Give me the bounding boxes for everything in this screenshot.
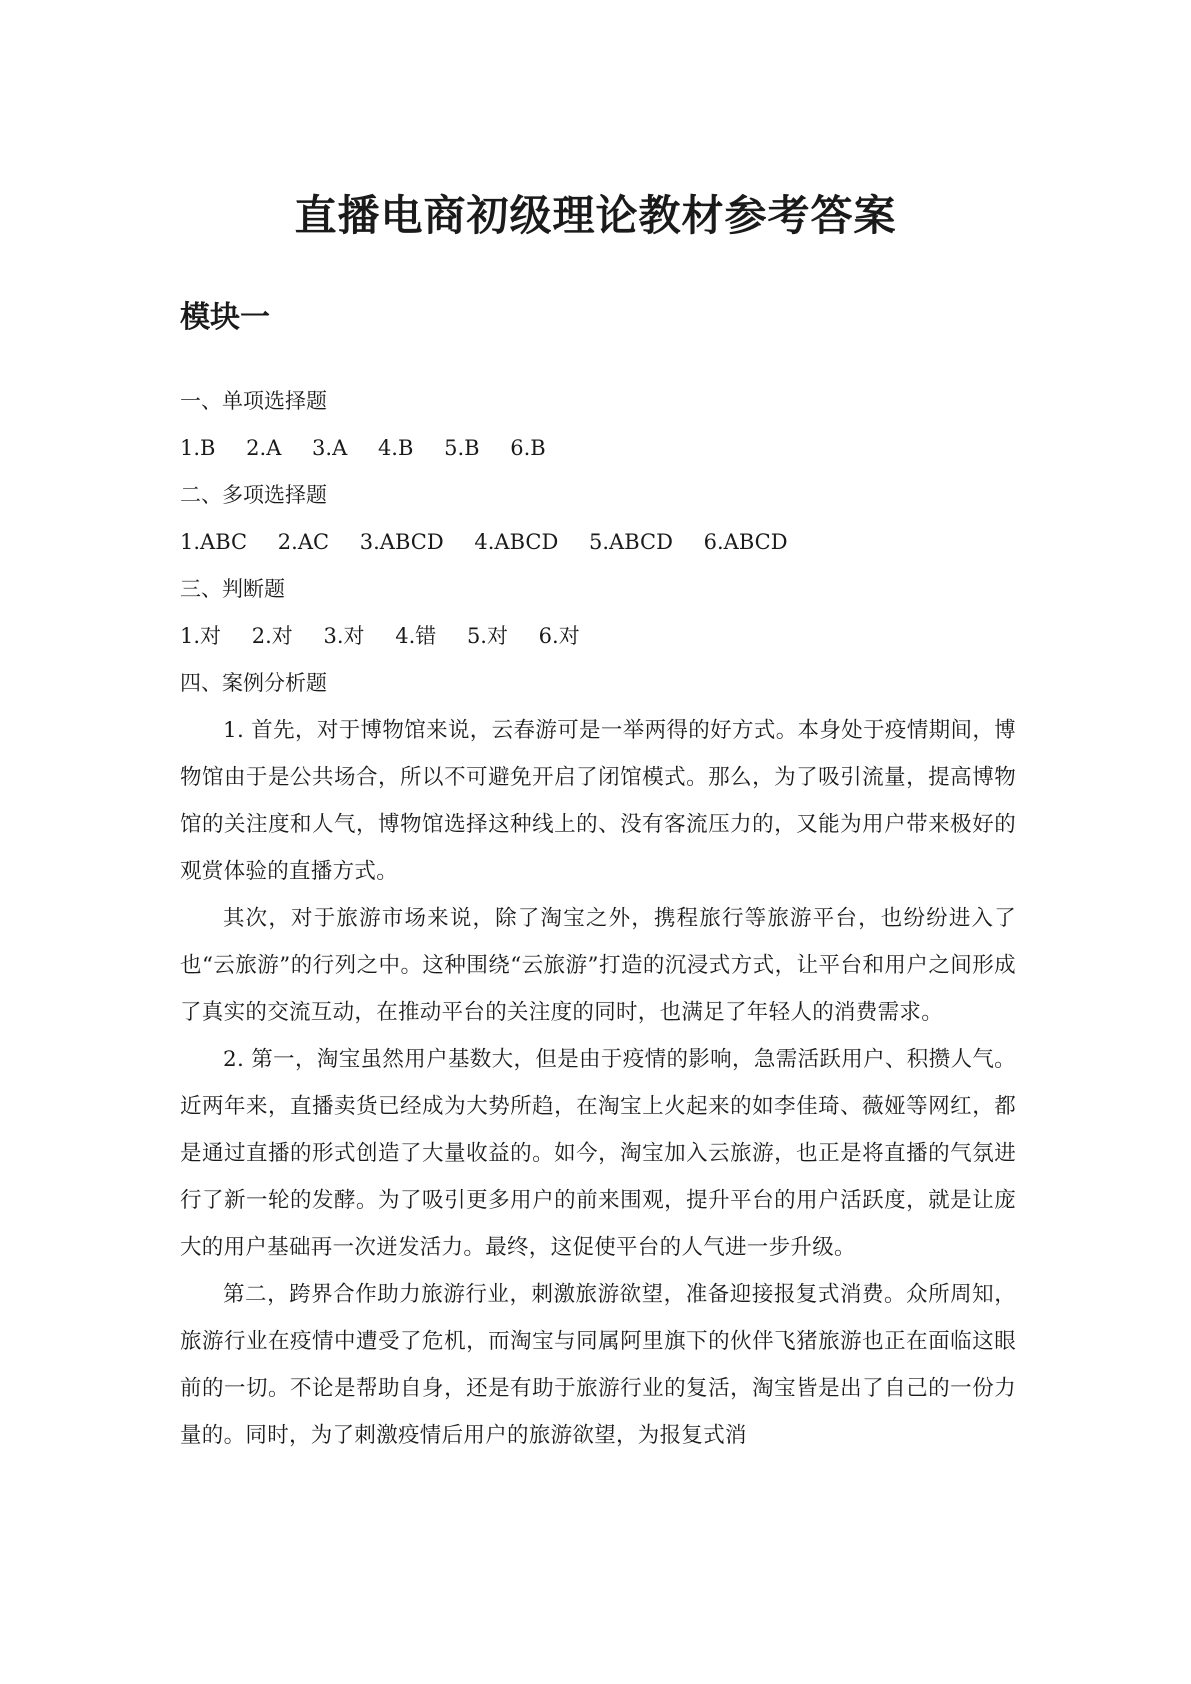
case-analysis-paragraph: 其次，对于旅游市场来说，除了淘宝之外，携程旅行等旅游平台，也纷纷进入了也“云旅游”的行列之中。这种围绕“云旅游”打造的沉浸式方式，让平台和用户之间形成了真实的交流互动，在推动平台的关注度的同时，也满足了年轻人的消费需求。	[180, 906, 1016, 1025]
case-analysis-paragraph: 第二，跨界合作助力旅游行业，刺激旅游欲望，准备迎接报复式消费。众所周知，旅游行业在疫情中遭受了危机，而淘宝与同属阿里旗下的伙伴飞猪旅游也正在面临这眼前的一切。不论是帮助自身，还是有助于旅游行业的复活，淘宝皆是出了自己的一份力量的。同时，为了刺激疫情后用户的旅游欲望，为报复式消	[180, 1282, 1016, 1448]
single-choice-answers	[180, 425, 1016, 472]
answer-body	[180, 378, 1016, 1459]
multiple-choice-heading: 二、多项选择题	[180, 483, 327, 507]
multiple-choice-answer: 4.ABCD	[474, 530, 559, 554]
true-false-answer: 1.对	[180, 624, 222, 648]
multiple-choice-answer: 1.ABC	[180, 530, 248, 554]
single-choice-heading: 一、单项选择题	[180, 389, 327, 413]
multiple-choice-answer: 2.AC	[277, 530, 330, 554]
multiple-choice-answer: 3.ABCD	[359, 530, 444, 554]
single-choice-answer: 6.B	[510, 436, 546, 460]
multiple-choice-answer: 6.ABCD	[703, 530, 788, 554]
multiple-choice-answers	[180, 519, 1016, 566]
true-false-answer: 3.对	[323, 624, 365, 648]
single-choice-answer: 2.A	[246, 436, 282, 460]
true-false-answers	[180, 613, 1016, 660]
document-title: 直播电商初级理论教材参考答案	[294, 191, 897, 240]
case-analysis-paragraph: 1. 首先，对于博物馆来说，云春游可是一举两得的好方式。本身处于疫情期间，博物馆由于是公共场合，所以不可避免开启了闭馆模式。那么，为了吸引流量，提高博物馆的关注度和人气，博物馆选择这种线上的、没有客流压力的，又能为用户带来极好的观赏体验的直播方式。	[180, 718, 1016, 884]
single-choice-answer: 3.A	[312, 436, 348, 460]
case-analysis-paragraph: 2. 第一，淘宝虽然用户基数大，但是由于疫情的影响，急需活跃用户、积攒人气。近两年来，直播卖货已经成为大势所趋，在淘宝上火起来的如李佳琦、薇娅等网红，都是通过直播的形式创造了大量收益的。如今，淘宝加入云旅游，也正是将直播的气氛进行了新一轮的发酵。为了吸引更多用户的前来围观，提升平台的用户活跃度，就是让庞大的用户基础再一次迸发活力。最终，这促使平台的人气进一步升级。	[180, 1047, 1016, 1260]
true-false-answer: 5.对	[466, 624, 508, 648]
module-title: 模块一	[180, 300, 270, 335]
true-false-answer: 2.对	[251, 624, 293, 648]
true-false-answer: 6.对	[538, 624, 580, 648]
multiple-choice-answer: 5.ABCD	[589, 530, 673, 554]
case-analysis-heading: 四、案例分析题	[180, 671, 327, 695]
single-choice-answer: 5.B	[444, 436, 480, 460]
single-choice-answer: 4.B	[377, 436, 414, 460]
true-false-answer: 4.错	[395, 624, 437, 648]
true-false-heading: 三、判断题	[180, 577, 285, 601]
single-choice-answer: 1.B	[180, 436, 216, 460]
